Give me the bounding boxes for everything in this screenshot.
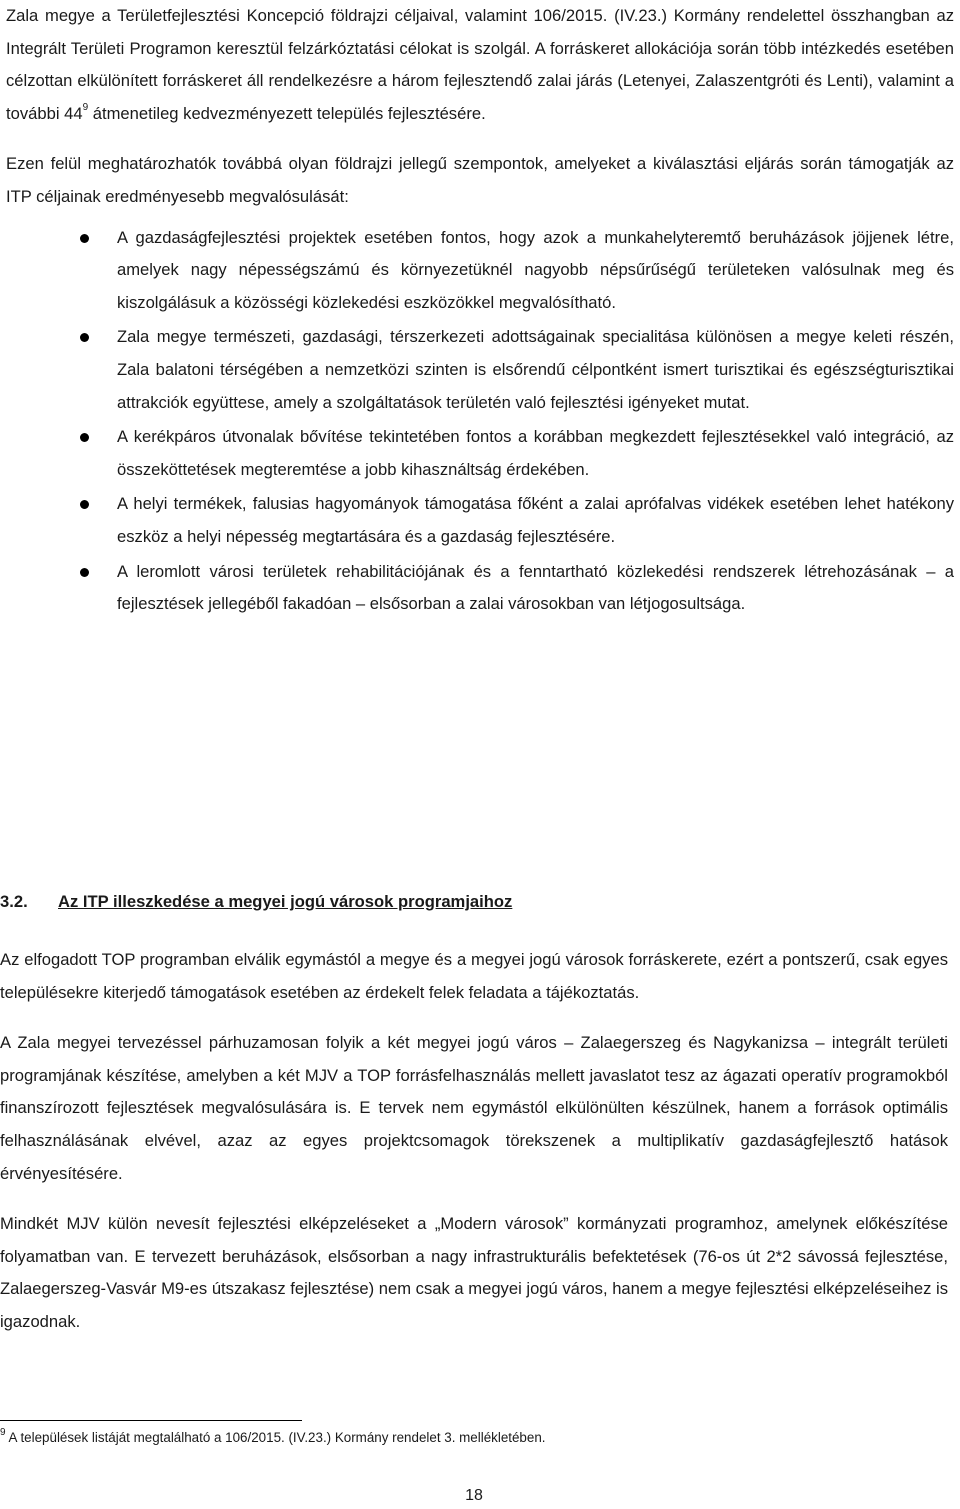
section-paragraph: Az elfogadott TOP programban elválik egymástól a megye és a megyei jogú városok forráskerete, ezért a pontszerű, csak egyes településekre kiterjedő támogatások esetében az érdekelt felek feladata a tájékoztatás. (0, 950, 948, 1002)
document-page (6, 0, 954, 623)
footnote-text: A települések listáját megtalálható a 106/2015. (IV.23.) Kormány rendelet 3. mellékletében. (5, 1430, 546, 1445)
intro-paragraph (6, 0, 954, 130)
list-item: A leromlott városi területek rehabilitációjának és a fenntartható közlekedési rendszerek létrehozásának – a fejlesztések jellegéből fakadóan – elsősorban a zalai városokban van létjogosultsága. (6, 556, 954, 621)
section-body (0, 944, 948, 1339)
section-heading (0, 886, 948, 918)
bullet-icon (80, 568, 89, 577)
bullet-icon (80, 333, 89, 342)
section-paragraph: A Zala megyei tervezéssel párhuzamosan folyik a két megyei jogú város – Zalaegerszeg és Nagykanizsa – integrált területi programjának készítése, amelyben a két MJV a TOP forrásfelhasználás mellett javaslatot tesz az ágazati operatív programokból finanszírozott fejlesztések megvalósulására is. E tervek nem egymástól elkülönülten készülnek, hanem a források optimális felhasználásának elvével, azaz az egyes projektcsomagok törekszenek a multiplikatív gazdaságfejlesztő hatások érvényesítésére. (0, 1033, 948, 1183)
section-title: Az ITP illeszkedése a megyei jogú városok programjaihoz (58, 892, 513, 911)
list-item: A kerékpáros útvonalak bővítése tekintetében fontos a korábban megkezdett fejlesztésekkel való integráció, az összeköttetések megteremtése a jobb kihasználtság érdekében. (6, 421, 954, 486)
bullet-icon (80, 500, 89, 509)
section-number: 3.2. (0, 892, 28, 911)
footnote-marker: 9 (0, 1426, 6, 1438)
criteria-list (6, 222, 954, 621)
intro-text-end: átmenetileg kedvezményezett település fejlesztésére. (88, 103, 486, 123)
footnote-reference: 9 (82, 102, 89, 114)
section-paragraph: Mindkét MJV külön nevesít fejlesztési elképzeléseket a „Modern városok” kormányzati programhoz, amelynek előkészítése folyamatban van. E tervezett beruházások, elsősorban a nagy infrastrukturális befektetések (76-os út 2*2 sávossá fejlesztése, Zalaegerszeg-Vasvár M9-es útszakasz fejlesztése) nem csak a megyei jogú város, hanem a megye fejlesztési elképzeléseihez is igazodnak. (0, 1214, 948, 1331)
list-item: A gazdaságfejlesztési projektek esetében fontos, hogy azok a munkahelyteremtő beruházások jöjjenek létre, amelyek nagy népességszámú és környezetüknél nagyobb népsűrűségű területeken valósulnak meg és kiszolgálásuk a közösségi közlekedési eszközökkel megvalósítható. (6, 222, 954, 320)
intro-text: Zala megye a Területfejlesztési Koncepció földrajzi céljaival, valamint 106/2015. (IV.23.) Kormány rendelettel összhangban az Integrált Területi Programon keresztül felzárkóztatási célokat is szolgál. A forráskeret allokációja során több intézkedés esetében célzottan elkülönített forráskeret áll rendelkezésre a három fejlesztendő zalai járás (Letenyei, Zalaszentgróti és Lenti), valamint a további 44 (6, 6, 954, 123)
footnote-divider (0, 1420, 302, 1421)
list-item: Zala megye természeti, gazdasági, térszerkezeti adottságainak specialitása különösen a megye keleti részén, Zala balatoni térségében a nemzetközi szinten is elsőrendű célpontként ismert turisztikai és egészségturisztikai attrakciók együttese, amely a szolgáltatások területén való fejlesztési igényeket mutat. (6, 321, 954, 419)
bullet-icon (80, 234, 89, 243)
list-item: A helyi termékek, falusias hagyományok támogatása főként a zalai aprófalvas vidékek esetében lehet hatékony eszköz a helyi népesség megtartására és a gazdaság fejlesztésére. (6, 488, 954, 553)
footnote (0, 1428, 948, 1448)
page-number: 18 (465, 1487, 483, 1504)
criteria-intro-paragraph: Ezen felül meghatározhatók továbbá olyan földrajzi jellegű szempontok, amelyeket a kiválasztási eljárás során támogatják az ITP céljainak eredményesebb megvalósulását: (6, 154, 954, 206)
bullet-icon (80, 433, 89, 442)
